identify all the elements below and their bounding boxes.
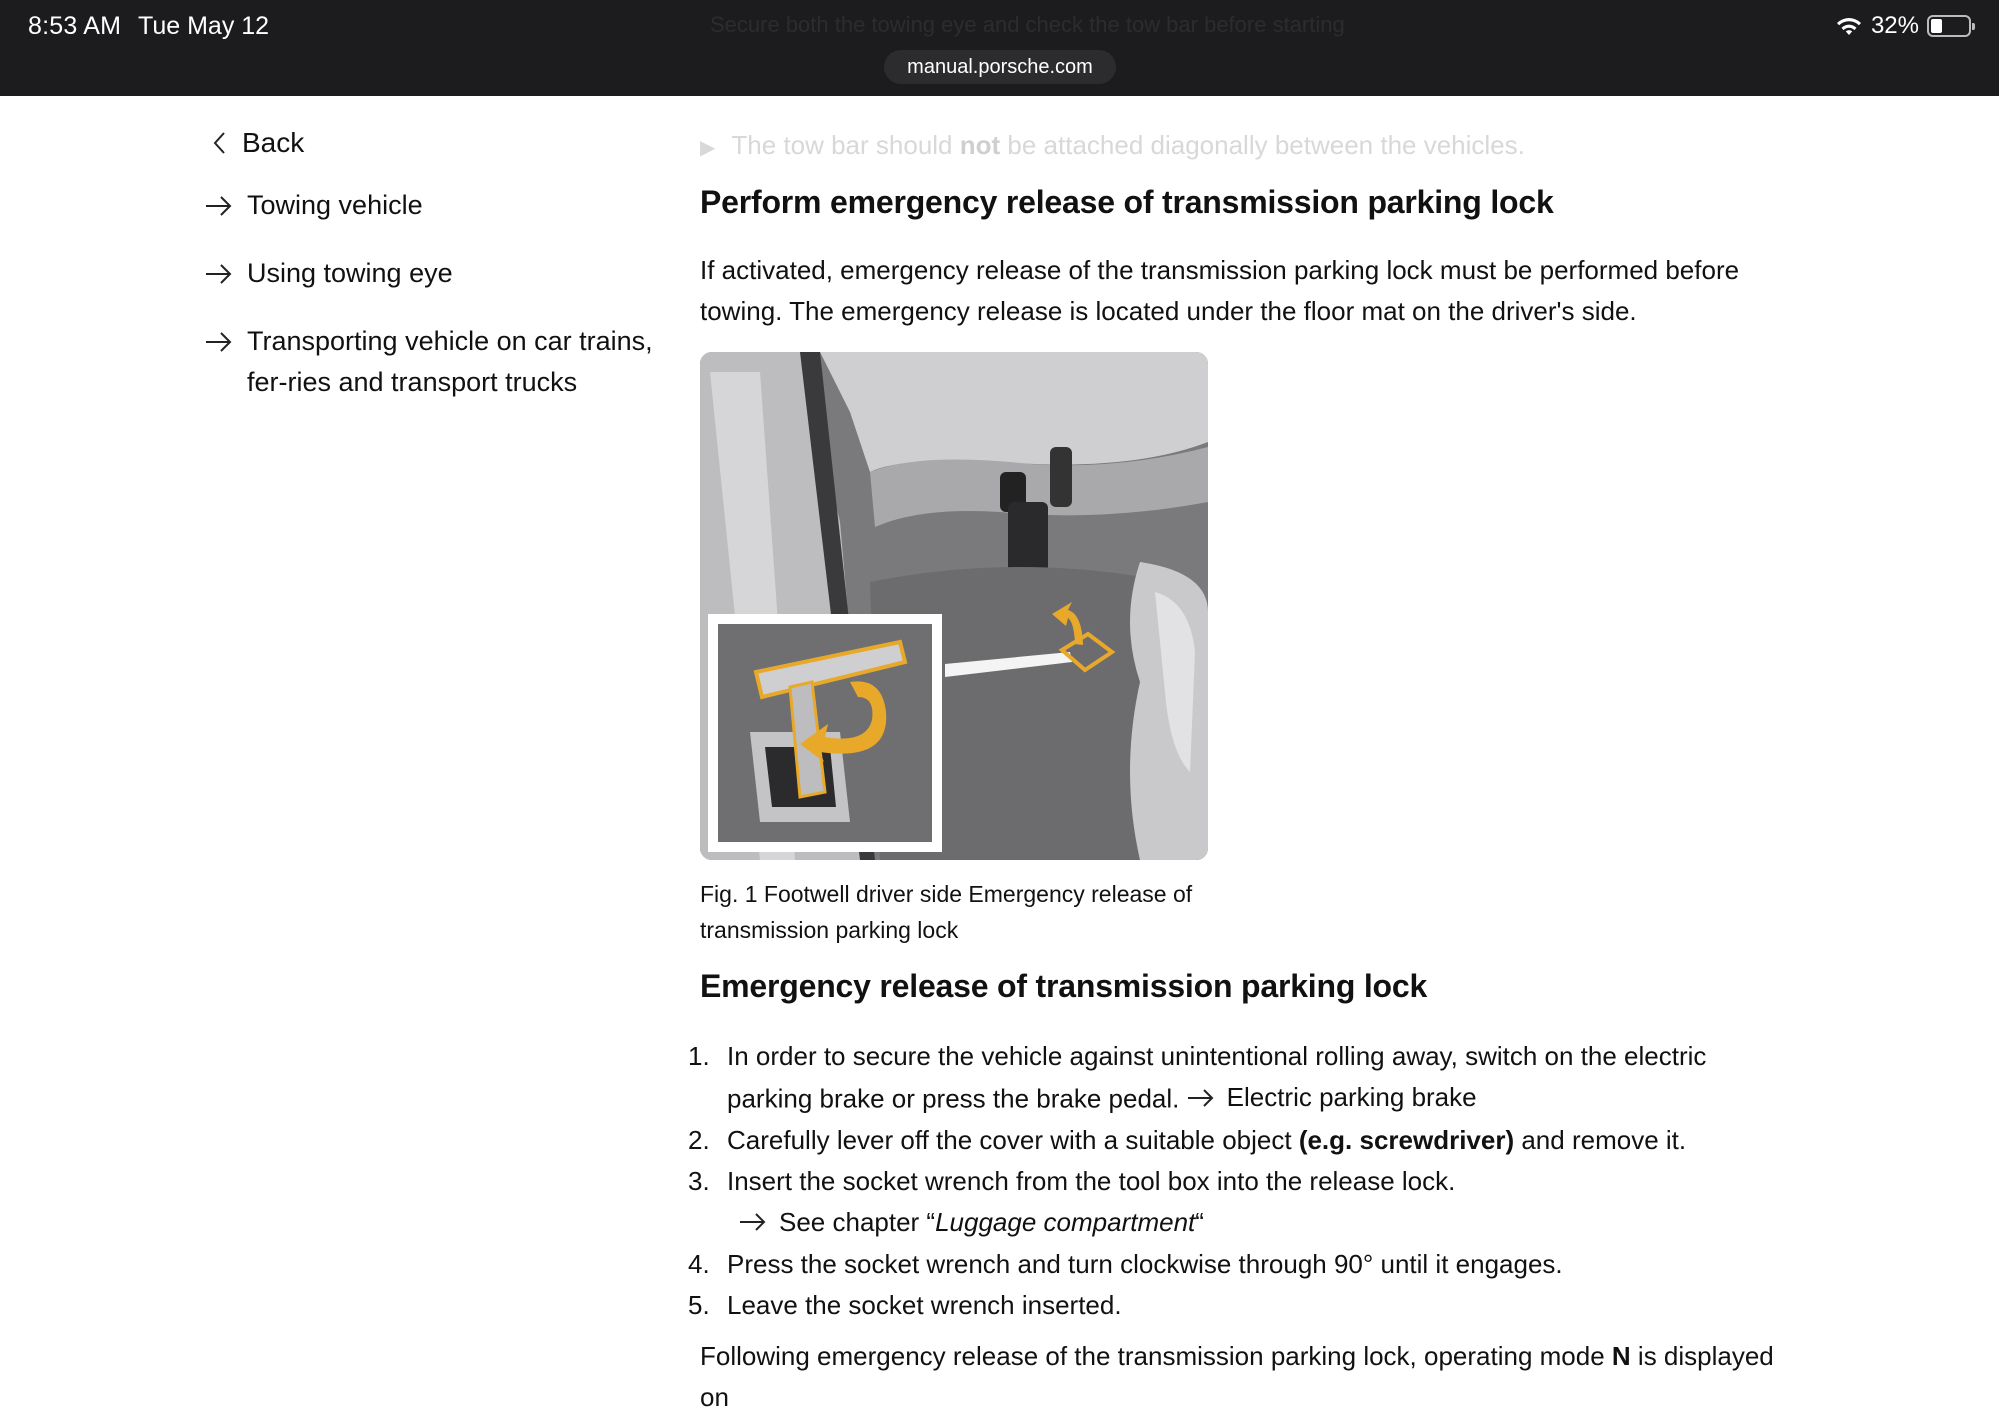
- back-button[interactable]: [212, 127, 304, 159]
- list-item: 4. Press the socket wrench and turn clockwise through 90° until it engages.: [688, 1249, 1563, 1279]
- figure-caption: Fig. 1 Footwell driver side Emergency release of transmission parking lock: [700, 881, 1193, 943]
- chevron-left-icon: [212, 131, 226, 155]
- status-bar: [0, 0, 1999, 96]
- luggage-compartment-link[interactable]: See chapter “Luggage compartment“: [739, 1202, 1204, 1243]
- sidebar-item-using-towing-eye[interactable]: [205, 253, 675, 294]
- scrolled-under-text: Secure both the towing eye and check the tow bar before starting: [710, 12, 1345, 37]
- footwell-illustration: [700, 352, 1208, 860]
- play-bullet-icon: ▶: [700, 137, 716, 159]
- sidebar-item-transporting-vehicle[interactable]: [205, 321, 675, 403]
- sidebar-item-label: Using towing eye: [247, 258, 453, 288]
- arrow-right-icon: [739, 1212, 767, 1232]
- status-indicators: [1835, 12, 1971, 40]
- arrow-right-icon: [205, 253, 233, 294]
- status-time: 8:53 AM: [28, 12, 122, 40]
- arrow-right-icon: [205, 185, 233, 226]
- section-heading: Perform emergency release of transmission parking lock: [700, 184, 1554, 220]
- sidebar-item-label: Towing vehicle: [247, 190, 423, 220]
- list-item: 1. In order to secure the vehicle against unintentional rolling away, switch on the electric parking brake or press the brake pedal. Electric parking brake: [688, 1036, 1798, 1120]
- list-item: 2. Carefully lever off the cover with a suitable object (e.g. screwdriver) and remove it.: [688, 1124, 1687, 1155]
- battery-icon: [1927, 15, 1971, 37]
- url-bar[interactable]: manual.porsche.com: [884, 50, 1116, 84]
- sidebar-item-towing-vehicle[interactable]: [205, 185, 675, 226]
- footer-paragraph: Following emergency release of the transmission parking lock, operating mode N is displayed on: [700, 1341, 1774, 1412]
- section-heading-2: Emergency release of transmission parking lock: [700, 968, 1428, 1004]
- faded-previous-line: ▶ The tow bar should not be attached diagonally between the vehicles.: [700, 130, 1525, 160]
- sidebar-item-label: Transporting vehicle on car trains, fer-ries and transport trucks: [247, 326, 653, 397]
- arrow-right-icon: [205, 321, 233, 362]
- list-item: 3. Insert the socket wrench from the tool box into the release lock. See chapter “Luggage compartment“: [688, 1161, 1798, 1245]
- steps-list: [688, 1036, 1798, 1326]
- list-item: 5. Leave the socket wrench inserted.: [688, 1290, 1122, 1320]
- footwell-figure: [700, 352, 1208, 860]
- battery-percent: 32%: [1870, 12, 1919, 39]
- electric-parking-brake-link[interactable]: Electric parking brake: [1187, 1077, 1477, 1118]
- arrow-right-icon: [1187, 1088, 1215, 1108]
- status-date: Tue May 12: [138, 12, 270, 40]
- back-label: Back: [242, 127, 305, 158]
- section-body: If activated, emergency release of the transmission parking lock must be performed before towing. The emergency release is located under the floor mat on the driver's side.: [700, 255, 1740, 326]
- wifi-icon: [1835, 15, 1863, 37]
